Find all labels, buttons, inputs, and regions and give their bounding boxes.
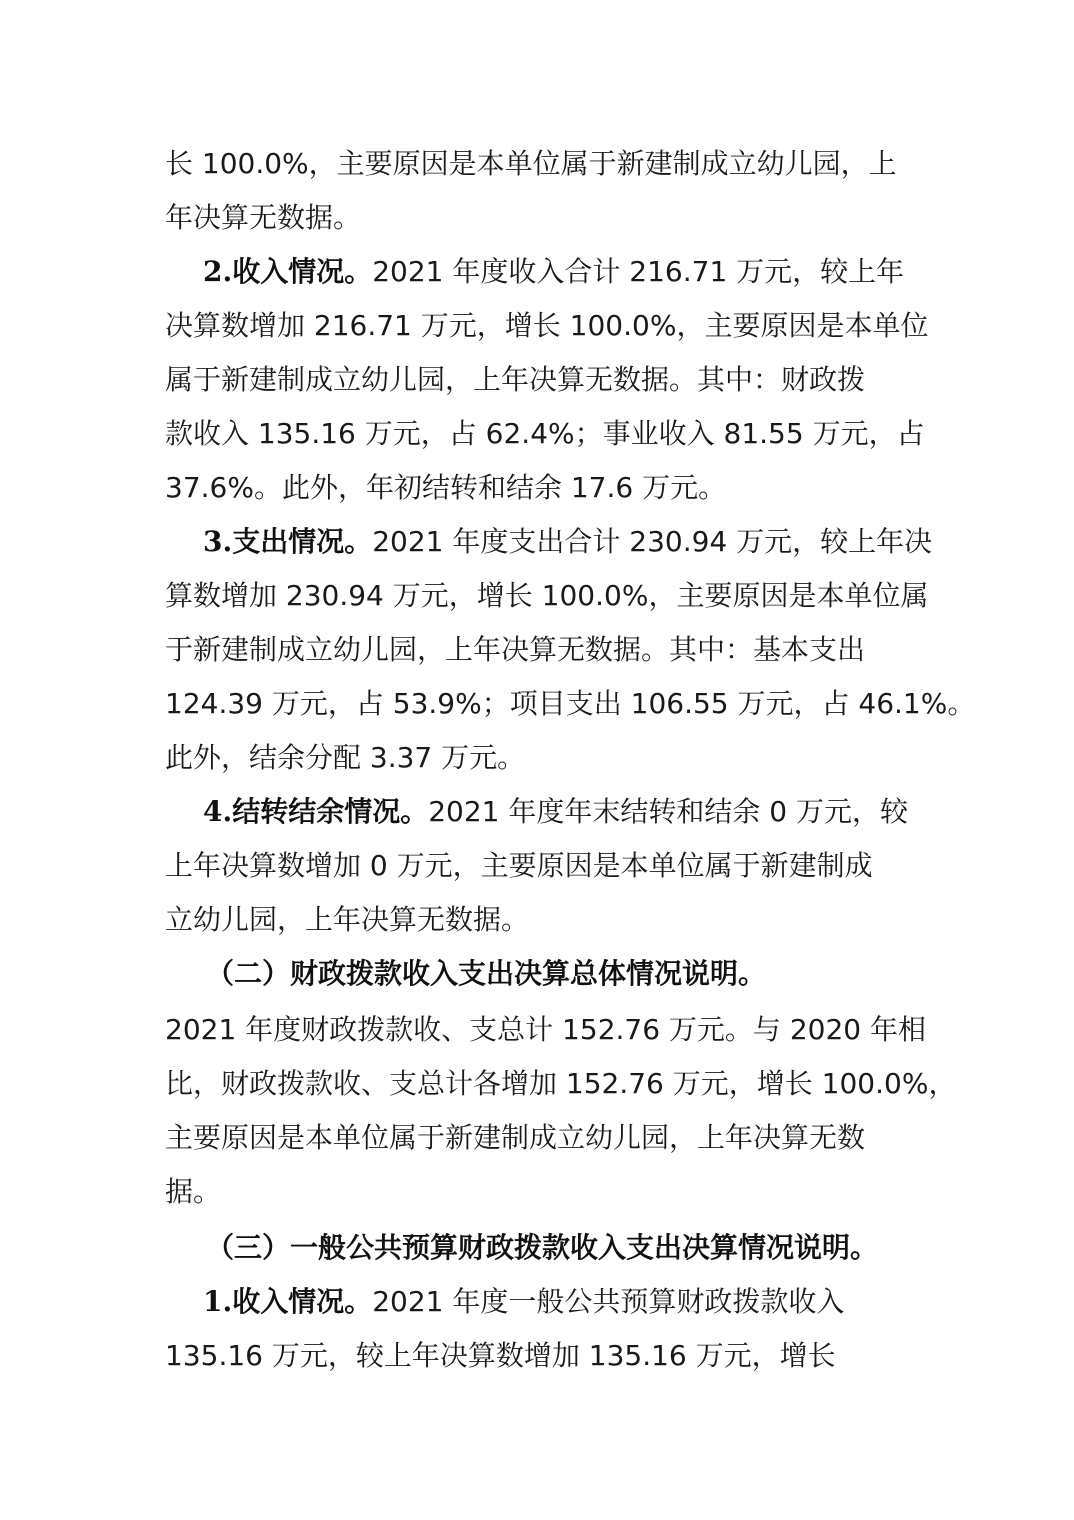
text-line <box>165 1118 865 1158</box>
text-line <box>203 522 932 562</box>
text-line <box>203 1282 844 1322</box>
line-text: 于新建制成立幼儿园，上年决算无数据。其中：基本支出 <box>165 633 866 666</box>
line-text: 2021 年度收入合计 216.71 万元，较上年 <box>372 255 905 288</box>
line-text: 决算数增加 216.71 万元，增长 100.0%，主要原因是本单位 <box>165 309 929 342</box>
text-line <box>165 630 865 670</box>
text-line <box>165 1172 221 1212</box>
section-heading <box>206 954 766 994</box>
line-text: 124.39 万元，占 53.9%；项目支出 106.55 万元，占 46.1%。 <box>165 687 976 720</box>
text-line <box>165 468 726 508</box>
section-heading-text: （二）财政拨款收入支出决算总体情况说明。 <box>206 957 767 990</box>
text-line <box>165 144 897 184</box>
line-text: 135.16 万元，较上年决算数增加 135.16 万元，增长 <box>165 1339 836 1372</box>
text-line <box>203 792 908 832</box>
line-text: 比，财政拨款收、支总计各增加 152.76 万元，增长 100.0%， <box>165 1067 957 1100</box>
section-heading <box>206 1228 878 1268</box>
line-text: 2021 年度年末结转和结余 0 万元，较 <box>428 795 909 828</box>
paragraph-heading: 3.支出情况。 <box>203 525 373 558</box>
text-line <box>165 360 865 400</box>
line-text: 算数增加 230.94 万元，增长 100.0%，主要原因是本单位属 <box>165 579 929 612</box>
line-text: 2021 年度一般公共预算财政拨款收入 <box>372 1285 845 1318</box>
text-line <box>165 414 925 454</box>
text-line <box>165 684 975 724</box>
text-line <box>165 846 873 886</box>
line-text: 2021 年度支出合计 230.94 万元，较上年决 <box>372 525 933 558</box>
line-text: 37.6%。此外，年初结转和结余 17.6 万元。 <box>165 471 727 504</box>
line-text: 此外，结余分配 3.37 万元。 <box>165 741 526 774</box>
line-text: 2021 年度财政拨款收、支总计 152.76 万元。与 2020 年相 <box>165 1013 926 1046</box>
line-text: 年决算无数据。 <box>165 201 362 234</box>
line-text: 长 100.0%，主要原因是本单位属于新建制成立幼儿园，上 <box>165 147 897 180</box>
text-line <box>165 306 928 346</box>
text-line <box>203 252 904 292</box>
paragraph-heading: 4.结转结余情况。 <box>203 795 429 828</box>
text-line <box>165 1010 926 1050</box>
text-line <box>165 1064 956 1104</box>
text-line <box>165 1336 836 1376</box>
line-text: 据。 <box>165 1175 222 1208</box>
text-line <box>165 738 525 778</box>
text-line <box>165 576 928 616</box>
text-line <box>165 900 529 940</box>
line-text: 款收入 135.16 万元，占 62.4%；事业收入 81.55 万元，占 <box>165 417 925 450</box>
line-text: 上年决算数增加 0 万元，主要原因是本单位属于新建制成 <box>165 849 873 882</box>
text-line <box>165 198 361 238</box>
paragraph-heading: 2.收入情况。 <box>203 255 373 288</box>
line-text: 立幼儿园，上年决算无数据。 <box>165 903 530 936</box>
line-text: 属于新建制成立幼儿园，上年决算无数据。其中：财政拨 <box>165 363 866 396</box>
section-heading-text: （三）一般公共预算财政拨款收入支出决算情况说明。 <box>206 1231 879 1264</box>
line-text: 主要原因是本单位属于新建制成立幼儿园，上年决算无数 <box>165 1121 866 1154</box>
paragraph-heading: 1.收入情况。 <box>203 1285 373 1318</box>
